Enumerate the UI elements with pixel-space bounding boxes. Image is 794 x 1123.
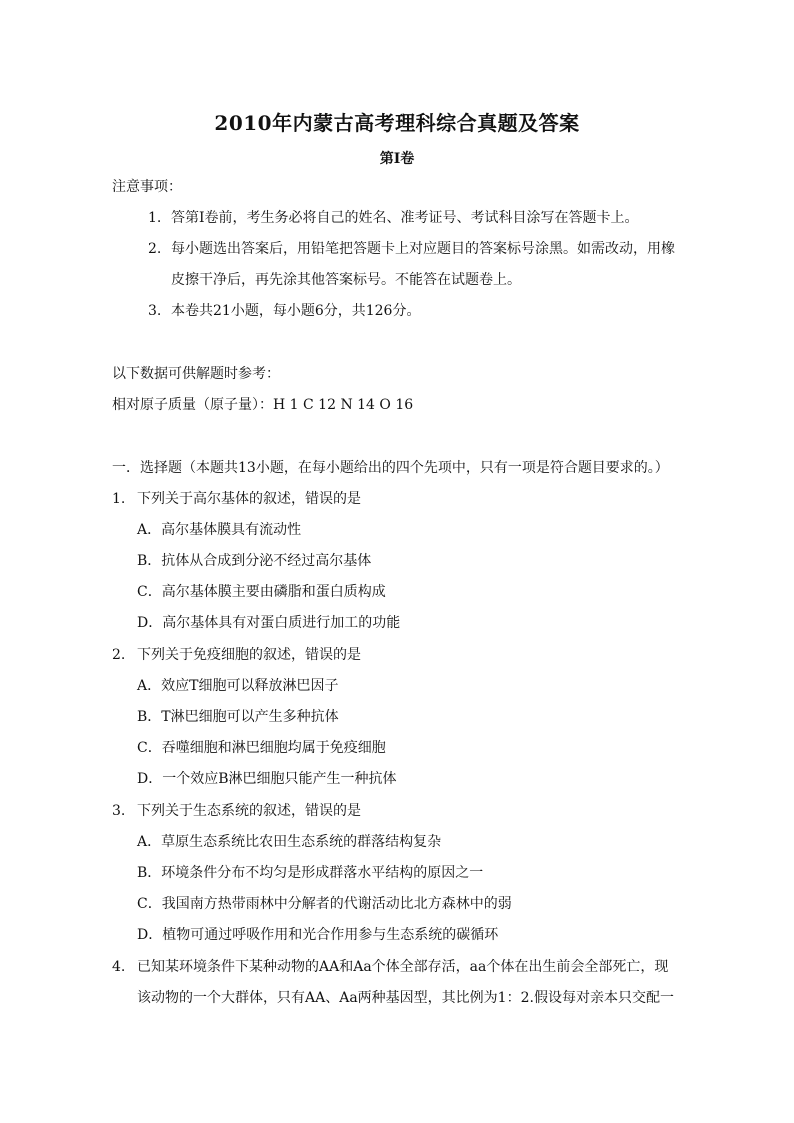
document-title: 2010年内蒙古高考理科综合真题及答案 [214,111,580,135]
reference-intro: 以下数据可供解题时参考： [112,366,280,382]
part-heading: 一．选择题（本题共13小题，在每小题给出的四个先项中，只有一项是符合题目要求的。） [112,460,669,476]
section-heading: 第Ⅰ卷 [379,151,415,167]
question-number: 1. [112,491,126,507]
answer-option: A．草原生态系统比农田生态系统的群落结构复杂 [137,834,442,850]
notice-heading: 注意事项： [112,179,182,195]
answer-option: B．环境条件分布不均匀是形成群落水平结构的原因之一 [137,865,484,881]
question-stem: 已知某环境条件下某种动物的AA和Aa个体全部存活，aa个体在出生前会全部死亡，现 [137,959,669,975]
answer-option: A．高尔基体膜具有流动性 [137,522,302,538]
notice-number: 2. [148,241,162,257]
answer-option: B．T淋巴细胞可以产生多种抗体 [137,709,339,725]
answer-option: D．高尔基体具有对蛋白质进行加工的功能 [137,615,401,631]
notice-text: 每小题选出答案后，用铅笔把答题卡上对应题目的答案标号涂黑。如需改动，用橡 [171,241,675,257]
question-stem: 下列关于免疫细胞的叙述，错误的是 [137,647,361,663]
answer-option: A．效应T细胞可以释放淋巴因子 [137,678,339,694]
answer-option: C．高尔基体膜主要由磷脂和蛋白质构成 [137,584,386,600]
answer-option: B．抗体从合成到分泌不经过高尔基体 [137,553,372,569]
question-stem: 下列关于生态系统的叙述，错误的是 [137,803,361,819]
notice-text: 答第Ⅰ卷前，考生务必将自己的姓名、准考证号、考试科目涂写在答题卡上。 [171,210,639,226]
answer-option: D．一个效应B淋巴细胞只能产生一种抗体 [137,771,397,787]
question-number: 4. [112,959,126,975]
answer-option: C．我国南方热带雨林中分解者的代谢活动比北方森林中的弱 [137,896,512,912]
question-stem: 下列关于高尔基体的叙述，错误的是 [137,491,361,507]
atomic-mass-reference: 相对原子质量（原子量）：H 1 C 12 N 14 O 16 [112,397,414,413]
answer-option: D．植物可通过呼吸作用和光合作用参与生态系统的碳循环 [137,927,499,943]
notice-text: 本卷共21小题，每小题6分，共126分。 [171,303,421,319]
answer-option: C．吞噬细胞和淋巴细胞均属于免疫细胞 [137,740,386,756]
notice-number: 1. [148,210,162,226]
question-number: 2. [112,647,126,663]
notice-number: 3. [148,303,162,319]
notice-text-continued: 皮擦干净后，再先涂其他答案标号。不能答在试题卷上。 [171,272,521,288]
question-stem-continued: 该动物的一个大群体，只有AA、Aa两种基因型，其比例为1：2.假设每对亲本只交配一 [137,990,674,1006]
question-number: 3. [112,803,126,819]
